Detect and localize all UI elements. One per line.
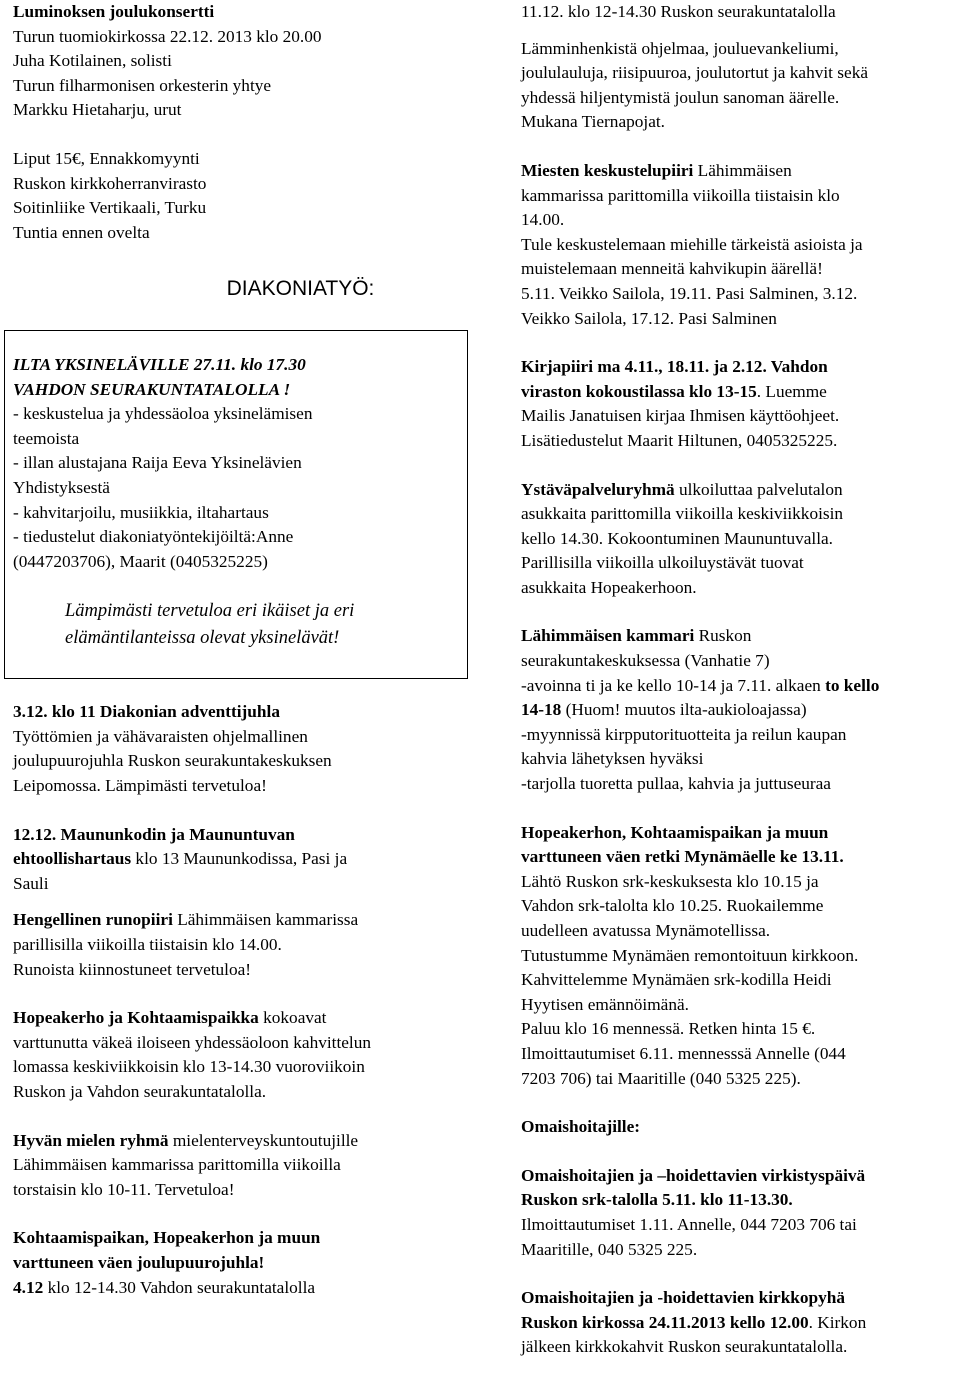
- virkistyspaiva-line: Ilmoittautumiset 1.11. Annelle, 044 7203 706 tai: [521, 1214, 857, 1234]
- miesten-title: Miesten keskustelupiiri: [521, 160, 694, 180]
- miesten-line: 14.00.: [521, 210, 565, 230]
- hopeakerho-section: [13, 1006, 468, 1104]
- box-note-line-1: Lämpimästi tervetuloa eri ikäiset ja eri: [65, 601, 355, 622]
- joulupuuro-title-2: varttuneen väen joulupuurojuhla!: [13, 1252, 265, 1272]
- miesten-line: Tule keskustelemaan miehille tärkeistä asioista ja: [521, 234, 863, 254]
- maunun-title: 12.12. Maununkodin ja Maununtuvan: [13, 824, 295, 844]
- kammari-note: (Huom! muutos ilta-aukioloajassa): [561, 700, 807, 720]
- miesten-section: [521, 159, 956, 331]
- box-line: - illan alustajana Raija Eeva Yksinelävien: [13, 453, 302, 473]
- diakonia-header: DIAKONIATYÖ:: [226, 277, 375, 301]
- kirkkopyha-text: . Kirkon: [808, 1312, 867, 1332]
- maunun-section: [13, 823, 468, 897]
- miesten-line: muistelemaan menneitä kahvikupin äärellä!: [521, 259, 823, 279]
- christmas-party-line: yhdessä hiljentymistä joulun sanoman äärelle.: [521, 87, 840, 107]
- kammari-title: Lähimmäisen kammari: [521, 626, 695, 646]
- christmas-party-line: joululauluja, riisipuuroa, joulutortut ja kahvit sekä: [521, 63, 869, 83]
- virkistyspaiva-line: Maaritille, 040 5325 225.: [521, 1239, 698, 1259]
- virkistyspaiva-title: Omaishoitajien ja –hoidettavien virkistyspäivä: [521, 1165, 866, 1185]
- miesten-line: 5.11. Veikko Sailola, 19.11. Pasi Salminen, 3.12.: [521, 283, 858, 303]
- hopeakerho-text: kokoavat: [258, 1008, 327, 1028]
- ystavapalvelu-title: Ystäväpalveluryhmä: [521, 479, 675, 499]
- kammari-line: seurakuntakeskuksessa (Vanhatie 7): [521, 651, 770, 671]
- virkistyspaiva-title-2: Ruskon srk-talolla 5.11. klo 11-13.30.: [521, 1190, 793, 1210]
- ystavapalvelu-line: asukkaita parittomilla viikoilla keskiviikkoisin: [521, 504, 844, 524]
- retki-line: Kahvittelemme Mynämäen srk-kodilla Heidi: [521, 970, 832, 990]
- kirjapiiri-section: [521, 355, 956, 453]
- kirjapiiri-title: Kirjapiiri ma 4.11., 18.11. ja 2.12. Vahdon: [521, 357, 828, 377]
- lonely-evening-box: [4, 330, 468, 679]
- kammari-section: [521, 624, 956, 796]
- hopeakerho-line: Ruskon ja Vahdon seurakuntatalolla.: [13, 1082, 267, 1101]
- tickets-place-1: Ruskon kirkkoherranvirasto: [13, 173, 207, 193]
- miesten-line: Veikko Sailola, 17.12. Pasi Salminen: [521, 308, 777, 328]
- concert-organ: Markku Hietaharju, urut: [13, 100, 182, 120]
- retki-line: Hyytisen emännöimänä.: [521, 994, 689, 1014]
- runopiiri-line: parillisilla viikoilla tiistaisin klo 14.00.: [13, 935, 282, 955]
- christmas-party-section: [521, 0, 956, 135]
- joulupuuro-section: [13, 1226, 468, 1300]
- joulupuuro-title: Kohtaamispaikan, Hopeakerhon ja muun: [13, 1228, 321, 1248]
- box-line: (0447203706), Maarit (0405325225): [13, 551, 268, 571]
- concert-soloist: Juha Kotilainen, solisti: [13, 51, 172, 71]
- retki-line: Paluu klo 16 mennessä. Retken hinta 15 €.: [521, 1019, 816, 1039]
- retki-line: 7203 706) tai Maaritille (040 5325 225).: [521, 1068, 801, 1088]
- kammari-hours-bold: to kello: [825, 675, 880, 695]
- runopiiri-text: Lähimmäisen kammarissa: [172, 910, 359, 930]
- tickets-place-2: Soitinliike Vertikaali, Turku: [13, 198, 207, 218]
- runopiiri-line: Runoista kiinnostuneet tervetuloa!: [13, 959, 252, 979]
- tickets-place-3: Tuntia ennen ovelta: [13, 222, 150, 242]
- hopeakerho-line: varttunutta väkeä iloiseen yhdessäoloon kahvittelun: [13, 1032, 372, 1052]
- hopeakerho-line: lomassa keskiviikkoisin klo 13-14.30 vuoroviikoin: [13, 1057, 365, 1077]
- ystavapalvelu-line: Parillisilla viikoilla ulkoiluystävät tuovat: [521, 553, 804, 573]
- kirkkopyha-line: jälkeen kirkkokahvit Ruskon seurakuntatalolla.: [521, 1337, 848, 1357]
- concert-orchestra: Turun filharmonisen orkesterin yhtye: [13, 75, 272, 95]
- box-line: - tiedustelut diakoniatyöntekijöiltä:Anne: [13, 527, 294, 547]
- kirjapiiri-line: Lisätiedustelut Maarit Hiltunen, 0405325225.: [521, 430, 838, 450]
- retki-line: Lähtö Ruskon srk-keskuksesta klo 10.15 ja: [521, 871, 819, 891]
- hyva-mieli-title: Hyvän mielen ryhmä: [13, 1130, 169, 1150]
- joulupuuro-date: 4.12: [13, 1277, 44, 1297]
- concert-section: [13, 0, 468, 245]
- box-line: - kahvitarjoilu, musiikkia, iltahartaus: [13, 502, 269, 522]
- box-title-line-1: ILTA YKSINELÄVILLE 27.11. klo 17.30: [13, 354, 306, 374]
- kammari-hours: -avoinna ti ja ke kello 10-14 ja 7.11. alkaen: [521, 675, 826, 695]
- retki-line: Ilmoittautumiset 6.11. mennesssä Annelle (044: [521, 1043, 846, 1063]
- retki-line: Vahdon srk-talolta klo 10.25. Ruokailemme: [521, 896, 824, 916]
- box-line: - keskustelua ja yhdessäoloa yksinelämisen: [13, 404, 313, 424]
- advent-line: Leipomossa. Lämpimästi tervetuloa!: [13, 776, 267, 796]
- kirkkopyha-title: Omaishoitajien ja -hoidettavien kirkkopyhä: [521, 1288, 846, 1308]
- concert-title: Luminoksen joulukonsertti: [13, 2, 215, 21]
- ystavapalvelu-section: [521, 478, 956, 601]
- advent-section: [13, 700, 468, 798]
- hyva-mieli-text: mielenterveyskuntoutujille: [168, 1130, 359, 1150]
- advent-title: 3.12. klo 11 Diakonian adventtijuhla: [13, 702, 280, 722]
- advent-line: Työttömien ja vähävaraisten ohjelmallinen: [13, 726, 308, 746]
- maunun-text: klo 13 Maununkodissa, Pasi ja: [131, 849, 348, 869]
- retki-title-2: varttuneen väen retki Mynämäelle ke 13.11.: [521, 847, 844, 867]
- right-column: [521, 0, 956, 1360]
- runopiiri-title: Hengellinen runopiiri: [13, 910, 173, 930]
- ystavapalvelu-text: ulkoiluttaa palvelutalon: [674, 479, 843, 499]
- kirjapiiri-text: . Luemme: [756, 381, 827, 401]
- maunun-line: Sauli: [13, 873, 49, 893]
- box-line: Yhdistyksestä: [13, 477, 110, 497]
- kammari-line: -myynnissä kirpputorituotteita ja reilun kaupan: [521, 724, 847, 744]
- omaishoitajille-heading: Omaishoitajille:: [521, 1117, 641, 1137]
- miesten-text: Lähimmäisen: [693, 160, 792, 180]
- hyva-mieli-line: Lähimmäisen kammarissa parittomilla viikoilla: [13, 1155, 341, 1175]
- christmas-party-line: Mukana Tiernapojat.: [521, 112, 665, 132]
- retki-section: [521, 821, 956, 1092]
- christmas-party-line: 11.12. klo 12-14.30 Ruskon seurakuntatalolla: [521, 2, 836, 21]
- kirkkopyha-section: [521, 1286, 956, 1360]
- joulupuuro-text: klo 12-14.30 Vahdon seurakuntatalolla: [43, 1277, 316, 1297]
- miesten-line: kammarissa parittomilla viikoilla tiistaisin klo: [521, 185, 840, 205]
- omaishoitajille-section: [521, 1115, 956, 1262]
- kirjapiiri-line: Mailis Janatuisen kirjaa Ihmisen käyttöohjeet.: [521, 406, 840, 426]
- ystavapalvelu-line: kello 14.30. Kokoontuminen Maununtuvalla.: [521, 528, 833, 548]
- hyva-mieli-line: torstaisin klo 10-11. Tervetuloa!: [13, 1179, 235, 1199]
- christmas-party-line: Lämminhenkistä ohjelmaa, jouluevankeliumi,: [521, 38, 839, 58]
- kammari-text: Ruskon: [694, 626, 752, 646]
- box-welcome-note: [13, 598, 467, 652]
- kammari-hours-bold-2: 14-18: [521, 700, 562, 720]
- hyva-mieli-section: [13, 1129, 468, 1203]
- maunun-title-2: ehtoollishartaus: [13, 849, 132, 869]
- retki-title: Hopeakerhon, Kohtaamispaikan ja muun: [521, 822, 829, 842]
- box-note-line-2: elämäntilanteissa olevat yksinelävät!: [65, 628, 340, 649]
- kammari-line: kahvia lähetyksen hyväksi: [521, 749, 704, 769]
- left-column: [13, 0, 468, 1300]
- tickets-price: Liput 15€, Ennakkomyynti: [13, 148, 200, 168]
- runopiiri-section: [13, 908, 468, 982]
- advent-line: joulupuurojuhla Ruskon seurakuntakeskuksen: [13, 751, 332, 771]
- hopeakerho-title: Hopeakerho ja Kohtaamispaikka: [13, 1008, 259, 1028]
- retki-line: uudelleen avatussa Mynämotellissa.: [521, 921, 771, 940]
- concert-venue: Turun tuomiokirkossa 22.12. 2013 klo 20.00: [13, 26, 322, 46]
- ystavapalvelu-line: asukkaita Hopeakerhoon.: [521, 577, 697, 597]
- retki-line: Tutustumme Mynämäen remontoituun kirkkoon.: [521, 945, 859, 965]
- box-line: teemoista: [13, 428, 80, 448]
- kirkkopyha-title-2: Ruskon kirkossa 24.11.2013 kello 12.00: [521, 1312, 809, 1332]
- box-title-line-2: VAHDON SEURAKUNTATALOLLA !: [13, 379, 291, 399]
- kirjapiiri-title-2: viraston kokoustilassa klo 13-15: [521, 381, 757, 401]
- kammari-line: -tarjolla tuoretta pullaa, kahvia ja juttuseuraa: [521, 774, 831, 794]
